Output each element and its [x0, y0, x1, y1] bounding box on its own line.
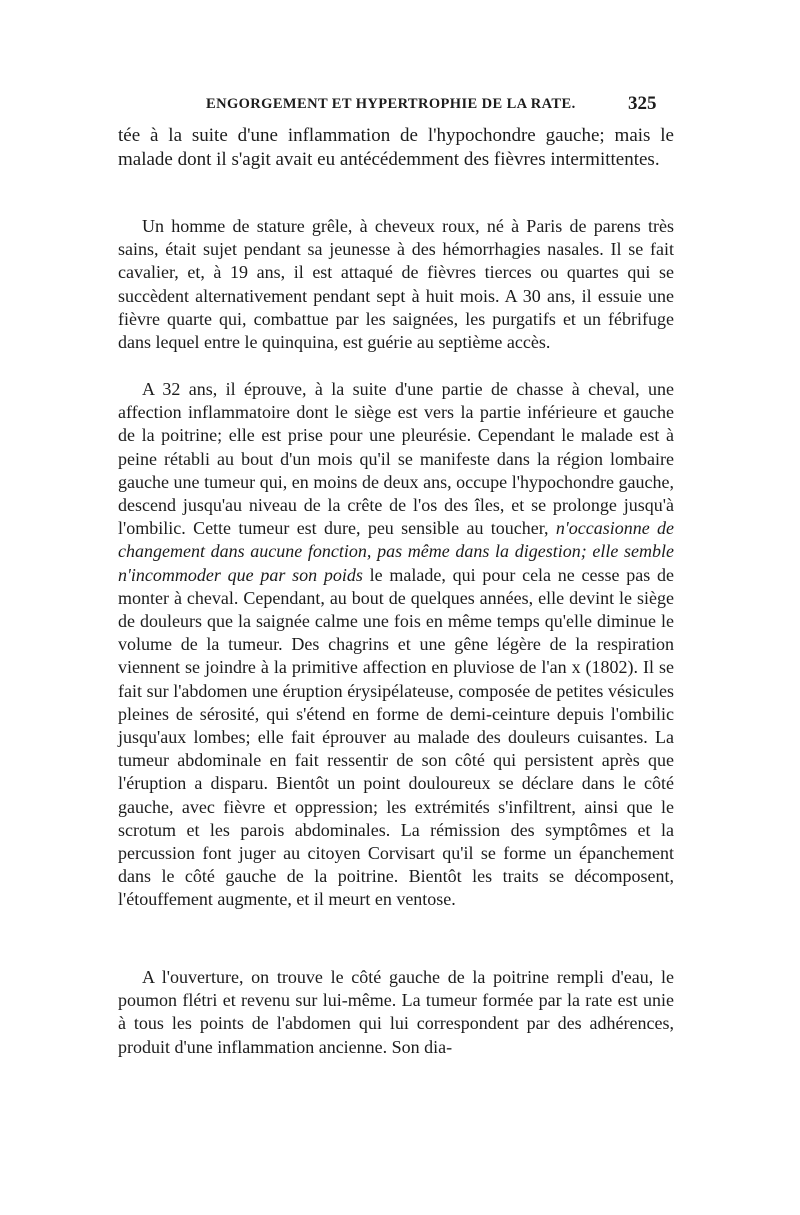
paragraph-4-autopsy [118, 966, 674, 1059]
paragraph-4-text: A l'ouverture, on trouve le côté gauche de la poitrine rempli d'eau, le poumon flétri et revenu sur lui-même. La tumeur formée par la rate est unie à tous les points de l'abdomen qui lui correspondent par des adhérences, produit d'une inflammation ancienne. Son dia- [118, 967, 674, 1057]
paragraph-3-part-2: le malade, qui pour cela ne cesse pas de monter à cheval. Cependant, au bout de quelques années, elle devint le siège de douleurs que la saignée calme une fois en même temps qu'elle diminue le volume de la tumeur. Des chagrins et une gêne légère de la respiration viennent se joindre à la primitive affection en pluviose de l'an x (1802). Il se fait sur l'abdomen une éruption érysipélateuse, composée de petites vésicules pleines de sérosité, qui s'étend en forme de demi-ceinture depuis l'ombilic jusqu'aux lombes; elle fait éprouver au malade des douleurs cuisantes. La tumeur abdominale en fait ressentir de son côté qui persistent après que l'éruption a disparu. Bientôt un point douloureux se déclare dans le côté gauche, avec fièvre et oppression; les extrémités s'infiltrent, ainsi que le scrotum et les parois abdominales. La rémission des symptômes et la percussion font juger au citoyen Corvisart qu'il se forme un épanchement dans le côté gauche de la poitrine. Bientôt les traits se décomposent, l'étouffement augmente, et il meurt en ventose. [118, 564, 675, 910]
running-title: ENGORGEMENT ET HYPERTROPHIE DE LA RATE. [206, 96, 576, 112]
paragraph-3-part-1: A 32 ans, il éprouve, à la suite d'une partie de chasse à cheval, une affection inflammatoire dont le siège est vers la partie inférieure et gauche de la poitrine; elle est prise pour une pleurésie. Cependant le malade est à peine rétabli au bout d'un mois qu'il se manifeste dans la région lombaire gauche une tumeur qui, en moins de deux ans, occupe l'hypochondre gauche, descend jusqu'au niveau de la crête de l'os des îles, et se prolonge jusqu'à l'ombilic. Cette tumeur est dure, peu sensible au toucher, [118, 379, 674, 539]
paragraph-2-text: Un homme de stature grêle, à cheveux roux, né à Paris de parens très sains, était sujet pendant sa jeunesse à des hémorrhagies nasales. Il se fait cavalier, et, à 19 ans, il est attaqué de fièvres tierces ou quartes qui se succèdent alternativement pendant sept à huit mois. A 30 ans, il essuie une fièvre quarte qui, combattue par les saignées, les purgatifs et un fébrifuge dans lequel entre le quinquina, est guérie au septième accès. [118, 216, 674, 353]
paragraph-3-italic-emphasis: n'occasionne de changement dans aucune fonction, pas même dans la digestion; elle semble n'incommoder que par son poids [118, 518, 674, 585]
paragraph-3-text [118, 378, 674, 912]
page-header [0, 93, 800, 122]
paragraph-3-case-course [118, 378, 674, 912]
paragraph-1-continuation [118, 124, 674, 171]
page-number: 325 [628, 93, 657, 114]
paragraph-2-case-history [118, 215, 674, 354]
paragraph-1-text: tée à la suite d'une inflammation de l'hypochondre gauche; mais le malade dont il s'agit avait eu antécédemment des fièvres intermittentes. [118, 125, 674, 170]
